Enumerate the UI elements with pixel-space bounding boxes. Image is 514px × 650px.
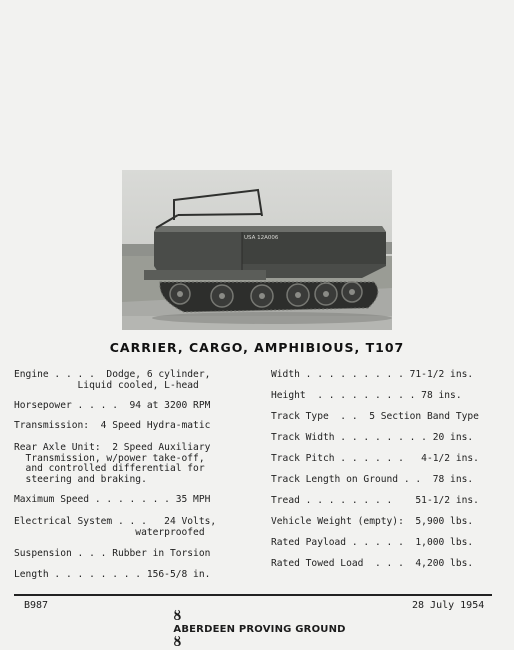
- ordnance-bomb-icon: ȣ: [173, 609, 182, 624]
- footer-center: [166, 598, 346, 650]
- spec-track-type: Track Type . . 5 Section Band Type: [271, 411, 479, 422]
- footer-divider: [14, 594, 492, 596]
- spec-length: Length . . . . . . . . 156-5/8 in.: [14, 569, 211, 580]
- amphibious-carrier-image: [122, 170, 392, 330]
- spec-track-pitch: Track Pitch . . . . . . 4-1/2 ins.: [271, 453, 479, 464]
- spec-transmission: Transmission: 4 Speed Hydra-matic: [14, 420, 211, 431]
- spec-tread: Tread . . . . . . . . 51-1/2 ins.: [271, 495, 479, 506]
- spec-maximum-speed: Maximum Speed . . . . . . . 35 MPH: [14, 494, 211, 505]
- document-date: 28 July 1954: [412, 600, 485, 611]
- spec-horsepower: Horsepower . . . . 94 at 3200 RPM: [14, 400, 211, 411]
- spec-vehicle-weight: Vehicle Weight (empty): 5,900 lbs.: [271, 516, 474, 527]
- spec-electrical-system: Electrical System . . . 24 Volts, waterproofed: [14, 516, 217, 538]
- hull-marking: USA 12A006: [244, 235, 279, 241]
- ordnance-bomb-icon: ȣ: [173, 635, 182, 650]
- proving-ground-name: ABERDEEN PROVING GROUND: [173, 624, 346, 635]
- spec-height: Height . . . . . . . . . 78 ins.: [271, 390, 462, 401]
- spec-track-length: Track Length on Ground . . 78 ins.: [271, 474, 474, 485]
- spec-width: Width . . . . . . . . . 71-1/2 ins.: [271, 369, 474, 380]
- spec-track-width: Track Width . . . . . . . . 20 ins.: [271, 432, 474, 443]
- vehicle-photograph: [122, 170, 392, 330]
- spec-rear-axle: Rear Axle Unit: 2 Speed Auxiliary Transmission, w/power take-off, and controlled differential for steering and braking.: [14, 442, 211, 485]
- document-code: B987: [24, 600, 49, 611]
- vehicle-title: CARRIER, CARGO, AMPHIBIOUS, T107: [109, 340, 405, 355]
- spec-suspension: Suspension . . . Rubber in Torsion: [14, 548, 211, 559]
- spec-engine: Engine . . . . Dodge, 6 cylinder, Liquid cooled, L-head: [14, 369, 211, 391]
- spec-rated-towed-load: Rated Towed Load . . . 4,200 lbs.: [271, 558, 474, 569]
- spec-rated-payload: Rated Payload . . . . . 1,000 lbs.: [271, 537, 474, 548]
